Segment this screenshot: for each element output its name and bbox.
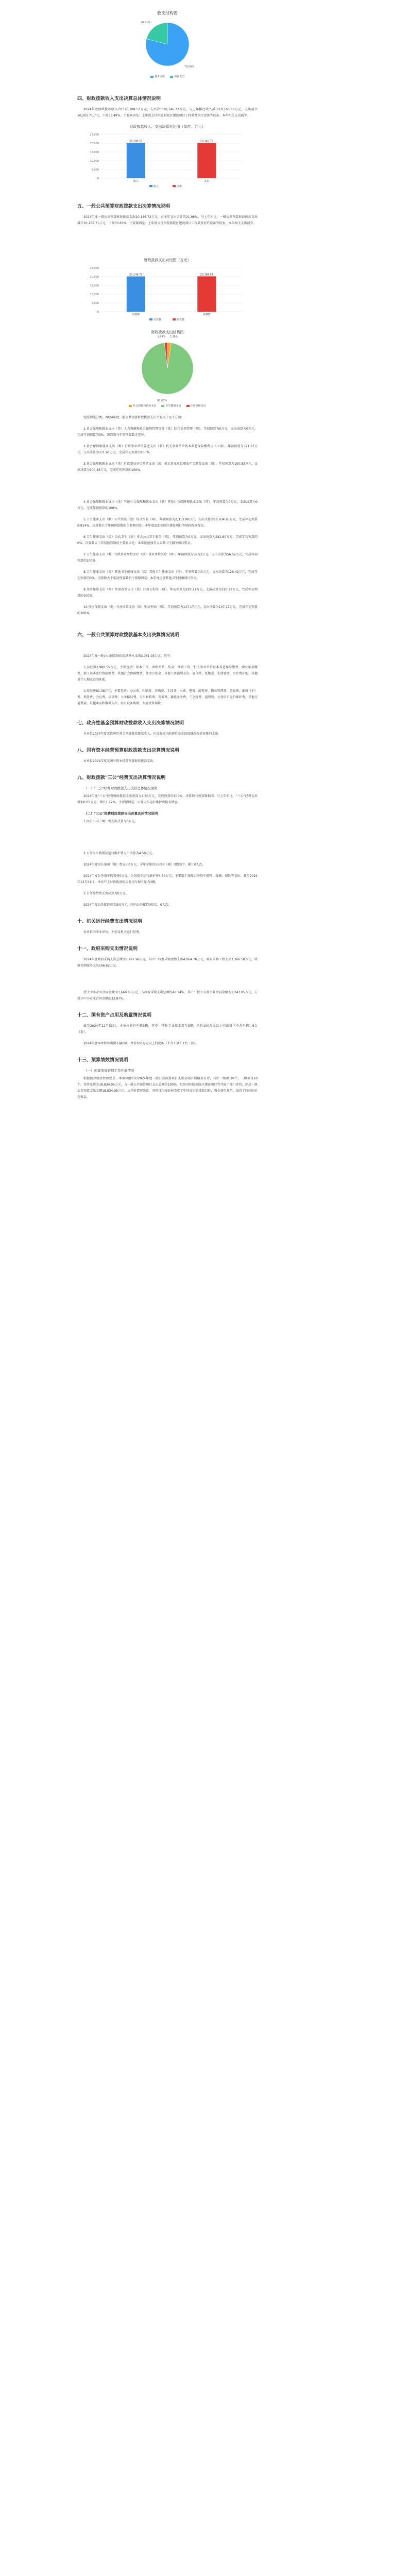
- chart1-ytick-5: 0: [97, 177, 99, 180]
- section9-paragraph2-1: 2024年度公务用车购置费0万元。公务用车运行维护费4.50万元，主要用于保障公务用车燃料、维修、保险等支出。截至2024年12月31日，单位开支财政拨款的公务用车保有量为3辆。: [77, 874, 258, 884]
- pie1-legend-item-0: 基本支出: [150, 75, 165, 78]
- section13-paragraph-0: 根据预算绩效管理要求，本单位组织对2024年度一般公共预算项目支出全面开展绩效自评，其中一级项目0个，二级项目10个，共涉及资金18,834.95万元，占一般公共预算项目支出总额的100%。组织对医院新院区建设项目等开展了部门评价，涉及一般公共预算支出金额18,834.95万元。从评价情况来看，各项目均较好地完成了年初设定的绩效目标，资金使用规范，取得了较好的社会效益。: [77, 1077, 258, 1099]
- chart1-svg: [77, 129, 258, 191]
- chart2-svg: [77, 263, 258, 325]
- detail-paragraph-1: 1.社会保障和就业支出（类）人力资源和社会保障管理事务（款）综合业务管理（项）。年初预算为0万元，支出决算为0万元，完成年初预算的0%。决算数与年初预算数无差异。: [77, 427, 258, 437]
- pie1-title: 收支结构图: [157, 11, 178, 15]
- chart2-category-1: 预算数: [202, 313, 211, 316]
- section10-paragraph: 本单位为事业单位，不涉及机关运行经费。: [83, 930, 143, 934]
- section6-paragraph-1: 人员经费2,980.55万元，主要包括：基本工资、津贴补贴、奖金、绩效工资、机关事业单位基本养老保险缴费、职业年金缴费、职工基本医疗保险缴费、其他社会保障缴费、住房公积金、其他工资福利支出、退休费、抚恤金、生活补助、医疗费补助、其他对个人和家庭的补助。: [77, 666, 258, 682]
- section9-paragraph2-0: 2024年度因公出国（境）费支出0万元，全年安排因公出国（境）团组0个，累计0人次。: [83, 863, 206, 867]
- chart2-ytick-0: 25,000: [90, 267, 99, 270]
- pie2-legend-item-0: 社会保障和就业支出: [129, 404, 156, 408]
- section13-heading: 十三、预算绩效情况说明: [77, 1058, 129, 1063]
- section11-heading: 十一、政府采购支出情况说明: [77, 946, 138, 952]
- section9-sub2: （二）"三公"经费财政拨款支出决算具体情况说明: [84, 811, 158, 816]
- chart2-ytick-3: 10,000: [90, 293, 99, 296]
- chart1-bar-0: [127, 143, 145, 178]
- detail-paragraph-3: 3.社会保障和就业支出（类）行政事业单位养老支出（款）机关事业单位职业年金缴费支出（项）。年初预算为100.83万元，支出决算为100.83万元，完成年初预算的100%。: [77, 462, 258, 472]
- section9-item-2: 3.公务接待费支出决算为0万元。: [83, 892, 129, 895]
- detail-paragraph-6: 6.卫生健康支出（类）公共卫生（款）重大公共卫生服务（项）。年初预算为0万元，支出决算为281.60万元，完成年初预算的0%。决算数大于年初预算数的主要原因是：本年度追加重大公共卫生服务项目资金。: [77, 535, 258, 545]
- section12-heading: 十二、国有资产占用及购置情况说明: [77, 1013, 152, 1018]
- chart1-bar-1: [197, 143, 216, 178]
- pie1-legend-item-1: 项目支出: [170, 75, 184, 78]
- detail-paragraph-10: 10.住房保障支出（类）住房改革支出（款）购房补贴（项）。年初预算为147.17万元，支出决算为147.17万元，完成年初预算的100%。: [77, 605, 258, 615]
- section4-heading: 四、财政拨款收入支出决算总体情况说明: [77, 96, 161, 101]
- pie2-legend-item-2: 住房保障支出: [186, 404, 206, 408]
- chart1-legend-label-1: 支出: [177, 185, 182, 188]
- section8-paragraph: 本单位2024年度无国有资本经营预算财政拨款支出。: [83, 759, 157, 763]
- section6-paragraph-0: 2024年度一般公共预算财政拨款基本支出3,061.93万元，其中：: [83, 654, 173, 658]
- chart1-value-label-0: 20,188.57: [129, 140, 143, 143]
- detail-paragraph-4: 4.社会保障和就业支出（类）其他社会保障和就业支出（款）其他社会保障和就业支出（项）。年初预算为0万元，支出决算为0万元，完成年初预算的100%。: [77, 500, 258, 510]
- section7-paragraph: 本单位2024年度无政府性基金预算财政拨款收入，也没有使用政府性基金预算财政拨款安排的支出。: [83, 732, 221, 736]
- pie1-legend: [77, 75, 258, 78]
- detail-paragraph-0: 按照功能分类，2024年度一般公共预算财政拨款支出主要用于以下方面：: [83, 416, 184, 419]
- chart2-category-0: 决算数: [132, 313, 140, 316]
- detail-paragraph-9: 9.住房保障支出（类）住房改革支出（款）住房公积金（项）。年初预算为220.22万元，支出决算为220.22万元，完成年初预算的100%。: [77, 588, 258, 598]
- pie1-slice-label-0: 79.09%: [184, 65, 195, 69]
- chart2-bar-0: [127, 277, 145, 312]
- chart2-value-label-1: 20,188.57: [200, 273, 213, 277]
- chart1-legend-label-0: 收入: [154, 185, 159, 188]
- chart1-ytick-2: 15,000: [90, 151, 99, 154]
- detail-paragraph-5: 5.卫生健康支出（类）公立医院（款）综合医院（项）。年初预算为2,313.90万元，支出决算为18,834.95万元，完成年初预算的814%。决算数大于年初预算数的主要原因是：本年度追加新院区建设项目等财政拨款资金。: [77, 518, 258, 528]
- chart1-title: 财政拨款收入、支出决算对比图（单位：万元）: [129, 125, 206, 129]
- chart1-legend-swatch-1: [173, 185, 176, 187]
- pie1-slice-label-1: 20.91%: [140, 21, 151, 25]
- pie2-slice-label-1: 95.80%: [157, 399, 167, 402]
- chart2-legend-swatch-1: [173, 318, 176, 320]
- pie-chart-1: [77, 10, 258, 78]
- section11-paragraph-1: 授予中小企业合同金额为3,669.63万元，占政府采购支出总额的48.94%，其中：授予小微企业合同金额为1,243.05万元，占授予中小企业合同金额的33.87%。: [77, 991, 258, 1001]
- chart1-category-1: 支出: [204, 180, 210, 183]
- pie1-svg: [77, 16, 258, 73]
- section10-heading: 十、机关运行经费支出情况说明: [77, 919, 143, 924]
- section12-paragraph-1: 2024年度本单位共购置车辆0辆。单价100万元以上的设备（不含车辆）1台（套）。: [83, 1042, 199, 1045]
- chart2-bar-1: [197, 276, 216, 312]
- section5-paragraph: 2024年度一般公共预算财政拨款支出20,146.72万元，占本年支出合计的21.08%。与上年相比，一般公共预算财政拨款支出减少10,205.71万元，下降33.63%，主要原因是：上年度支付医院新院区建设项目工程款及医疗设备等较多，本年相关支出减少。: [77, 215, 258, 225]
- pie2-slice-label-0: 2.36%: [169, 335, 178, 339]
- chart1-value-label-1: 20,146.72: [200, 140, 213, 143]
- detail-paragraph-7: 7.卫生健康支出（类）行政事业单位医疗（款）事业单位医疗（项）。年初预算为56.52万元，支出决算为56.52万元，完成年初预算的100%。: [77, 553, 258, 563]
- chart2-title: 财政拨款支出对比图（万元）: [144, 258, 191, 262]
- chart1-legend-swatch-0: [149, 185, 152, 187]
- chart1-category-0: 收入: [133, 180, 139, 183]
- chart1-ytick-4: 5,000: [91, 168, 99, 172]
- chart2-ytick-5: 0: [97, 311, 99, 314]
- section11-paragraph-0: 2024年度政府采购支出总额为7,497.96万元，其中：政府采购货物支出4,064.76万元，政府采购工程支出3,266.58万元，政府采购服务支出166.62万元。: [77, 958, 258, 968]
- pie2-svg: [77, 335, 258, 402]
- section13-sub1: （一）预算绩效管理工作开展情况: [84, 1069, 134, 1073]
- report-page: [77, 0, 258, 1106]
- chart2-value-label-0: 20,146.72: [129, 273, 143, 277]
- section7-heading: 七、政府性基金预算财政拨款收入支出决算情况说明: [77, 721, 184, 726]
- section9-item-1: 2.公务用车购置及运行维护费支出决算为4.50万元。: [83, 852, 156, 855]
- section6-heading: 六、一般公共预算财政拨款基本支出决算情况说明: [77, 633, 180, 638]
- section12-paragraph-0: 截至2024年12月31日，本单位共有车辆3辆，其中：特种专业技术用车3辆。单价100万元以上的设备（不含车辆）6台（套）。: [77, 1024, 258, 1034]
- section8-heading: 八、国有资本经营预算财政拨款支出决算情况说明: [77, 748, 180, 753]
- section9-heading: 九、财政拨款"三公"经费支出决算情况说明: [77, 775, 166, 781]
- chart2-ytick-4: 5,000: [91, 302, 99, 305]
- detail-paragraph-2: 2.社会保障和就业支出（类）行政事业单位养老支出（款）机关事业单位基本养老保险缴费支出（项）。年初预算为371.67万元，支出决算为371.67万元，完成年初预算的100%。: [77, 445, 258, 454]
- section5-heading: 五、一般公共预算财政拨款支出决算情况说明: [77, 204, 171, 209]
- chart2-legend-swatch-0: [149, 318, 152, 320]
- section9-sub1: （一）"三公"经费财政拨款支出决算总体情况说明: [84, 786, 158, 790]
- chart1-ytick-3: 10,000: [90, 160, 99, 163]
- chart2-legend-label-0: 决算数: [154, 318, 162, 321]
- pie2-legend: [77, 404, 258, 408]
- pie2-slice-label-2: 1.84%: [157, 335, 166, 339]
- section6-paragraph-2: 公用经费81.38万元，主要包括：办公费、印刷费、咨询费、手续费、水费、电费、邮电费、物业管理费、差旅费、维修（护）费、租赁费、会议费、培训费、公务接待费、专用材料费、劳务费、委托业务费、工会经费、福利费、公务用车运行维护费、其他交通费用、其他商品和服务支出、办公设备购置、专用设备购置。: [77, 689, 258, 705]
- chart1-ytick-1: 20,000: [90, 142, 99, 145]
- chart1-ytick-0: 25,000: [90, 133, 99, 137]
- chart2-legend-label-1: 预算数: [177, 318, 185, 321]
- detail-paragraph-8: 8.卫生健康支出（类）其他卫生健康支出（款）其他卫生健康支出（项）。年初预算为0万元，支出决算为126.42万元，完成年初预算的0%。决算数大于年初预算数的主要原因是：本年度追加其他卫生健康项目资金。: [77, 570, 258, 580]
- section9-paragraph-0: 2024年度"三公"经费财政拨款支出决算为4.50万元，完成预算的100%，决算数与预算数相同。与上年相比，"三公"经费支出增加0.05万元，增长1.12%。主要原因是：公务用车运行维护费略有增加。: [77, 794, 258, 804]
- section9-item-0: 1.因公出国（境）费支出决算为0万元。: [83, 820, 138, 823]
- chart2-ytick-1: 20,000: [90, 276, 99, 279]
- section4-paragraph: 2024年度财政拨款收入合计20,188.57万元，支出合计20,146.72万元。与上年相比收入减少10,163.86万元，支出减少10,205.71万元，下降33.49%。主要原因是：上年度支付医院新院区建设项目工程款及医疗设备等较多，本年相关支出减少。: [77, 108, 258, 117]
- pie2-title: 财政拨款支出结构图: [151, 330, 184, 334]
- chart2-ytick-2: 15,000: [90, 284, 99, 287]
- pie2-legend-item-1: 卫生健康支出: [161, 404, 181, 408]
- section9-paragraph2-2: 2024年度公务接待费支出0万元，国内公务接待0批次，0人次。: [83, 903, 172, 907]
- section5-detail: [77, 415, 258, 617]
